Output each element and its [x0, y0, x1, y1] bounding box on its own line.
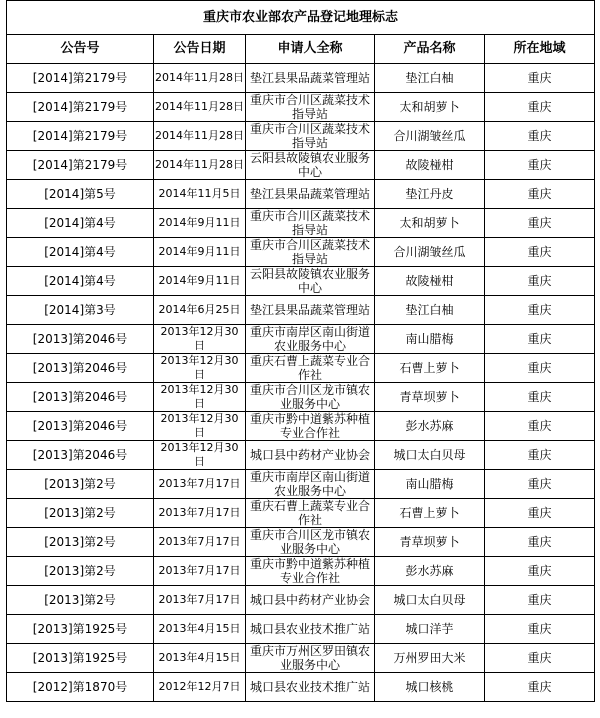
table-row: [7, 673, 595, 702]
cell-product: 城口太白贝母: [375, 441, 485, 470]
cell-applicant: 重庆石曹上蔬菜专业合作社: [246, 499, 375, 528]
cell-region: 重庆: [485, 267, 595, 296]
cell-notice-no: [2013]第2046号: [7, 325, 154, 354]
cell-applicant: 城口县农业技术推广站: [246, 615, 375, 644]
cell-region: 重庆: [485, 64, 595, 93]
cell-notice-no: [2013]第1925号: [7, 615, 154, 644]
cell-notice-date: 2014年9月11日: [154, 238, 246, 267]
cell-applicant: 云阳县故陵镇农业服务中心: [246, 151, 375, 180]
cell-product: 城口太白贝母: [375, 586, 485, 615]
cell-region: 重庆: [485, 122, 595, 151]
table-row: [7, 209, 595, 238]
cell-applicant: 城口县农业技术推广站: [246, 673, 375, 702]
cell-notice-no: [2013]第2046号: [7, 354, 154, 383]
cell-product: 城口洋芋: [375, 615, 485, 644]
cell-notice-no: [2014]第4号: [7, 238, 154, 267]
cell-region: 重庆: [485, 412, 595, 441]
table-row: [7, 122, 595, 151]
cell-product: 青草坝萝卜: [375, 383, 485, 412]
cell-notice-no: [2014]第2179号: [7, 64, 154, 93]
cell-notice-date: 2013年12月30 日: [154, 441, 246, 470]
table-body: [7, 64, 595, 702]
cell-notice-no: [2013]第2046号: [7, 383, 154, 412]
cell-product: 垫江白柚: [375, 64, 485, 93]
table-row: [7, 180, 595, 209]
cell-region: 重庆: [485, 296, 595, 325]
registration-table: [6, 0, 595, 702]
cell-notice-no: [2012]第1870号: [7, 673, 154, 702]
cell-notice-date: 2014年6月25日: [154, 296, 246, 325]
header-row: [7, 35, 595, 64]
cell-region: 重庆: [485, 180, 595, 209]
cell-product: 城口核桃: [375, 673, 485, 702]
cell-product: 彭水苏麻: [375, 557, 485, 586]
cell-applicant: 重庆市合川区龙市镇农业服务中心: [246, 383, 375, 412]
cell-product: 青草坝萝卜: [375, 528, 485, 557]
cell-product: 万州罗田大米: [375, 644, 485, 673]
cell-notice-date: 2013年4月15日: [154, 615, 246, 644]
cell-region: 重庆: [485, 209, 595, 238]
cell-region: 重庆: [485, 93, 595, 122]
table-row: [7, 93, 595, 122]
cell-notice-no: [2014]第4号: [7, 267, 154, 296]
cell-notice-date: 2013年12月30 日: [154, 412, 246, 441]
cell-region: 重庆: [485, 325, 595, 354]
title-row: [7, 1, 595, 35]
cell-region: 重庆: [485, 441, 595, 470]
cell-applicant: 垫江县果品蔬菜管理站: [246, 180, 375, 209]
cell-notice-date: 2014年11月28日: [154, 122, 246, 151]
cell-notice-date: 2014年11月28日: [154, 93, 246, 122]
cell-applicant: 垫江县果品蔬菜管理站: [246, 296, 375, 325]
table-row: [7, 296, 595, 325]
table-row: [7, 412, 595, 441]
cell-region: 重庆: [485, 151, 595, 180]
cell-notice-date: 2014年9月11日: [154, 267, 246, 296]
cell-product: 合川湖皱丝瓜: [375, 238, 485, 267]
cell-notice-date: 2013年7月17日: [154, 528, 246, 557]
header-applicant: 申请人全称: [246, 35, 375, 64]
cell-product: 石曹上萝卜: [375, 499, 485, 528]
cell-notice-no: [2014]第5号: [7, 180, 154, 209]
table-row: [7, 151, 595, 180]
cell-applicant: 重庆石曹上蔬菜专业合作社: [246, 354, 375, 383]
cell-notice-date: 2013年12月30 日: [154, 383, 246, 412]
cell-product: 石曹上萝卜: [375, 354, 485, 383]
table-row: [7, 499, 595, 528]
cell-notice-date: 2014年11月28日: [154, 64, 246, 93]
table-row: [7, 528, 595, 557]
cell-notice-no: [2014]第2179号: [7, 93, 154, 122]
cell-applicant: 重庆市合川区蔬菜技术指导站: [246, 238, 375, 267]
cell-applicant: 重庆市万州区罗田镇农业服务中心: [246, 644, 375, 673]
cell-notice-no: [2014]第4号: [7, 209, 154, 238]
cell-notice-no: [2013]第2046号: [7, 412, 154, 441]
table-row: [7, 586, 595, 615]
cell-applicant: 重庆市合川区蔬菜技术指导站: [246, 122, 375, 151]
cell-region: 重庆: [485, 615, 595, 644]
cell-notice-date: 2013年12月30 日: [154, 354, 246, 383]
cell-region: 重庆: [485, 586, 595, 615]
cell-notice-no: [2013]第2号: [7, 470, 154, 499]
cell-region: 重庆: [485, 499, 595, 528]
cell-region: 重庆: [485, 673, 595, 702]
table-row: [7, 267, 595, 296]
cell-notice-no: [2013]第2号: [7, 557, 154, 586]
cell-region: 重庆: [485, 238, 595, 267]
cell-product: 故陵椪柑: [375, 267, 485, 296]
table-row: [7, 557, 595, 586]
cell-applicant: 重庆市合川区蔬菜技术指导站: [246, 93, 375, 122]
table-row: [7, 470, 595, 499]
cell-product: 太和胡萝卜: [375, 93, 485, 122]
cell-notice-date: 2012年12月7日: [154, 673, 246, 702]
cell-applicant: 城口县中药材产业协会: [246, 441, 375, 470]
cell-applicant: 重庆市南岸区南山街道农业服务中心: [246, 470, 375, 499]
cell-applicant: 云阳县故陵镇农业服务中心: [246, 267, 375, 296]
cell-notice-date: 2013年12月30 日: [154, 325, 246, 354]
cell-product: 彭水苏麻: [375, 412, 485, 441]
cell-notice-no: [2013]第2号: [7, 499, 154, 528]
cell-notice-date: 2013年7月17日: [154, 499, 246, 528]
table-row: [7, 64, 595, 93]
table-row: [7, 238, 595, 267]
cell-region: 重庆: [485, 528, 595, 557]
cell-product: 太和胡萝卜: [375, 209, 485, 238]
cell-applicant: 重庆市南岸区南山街道农业服务中心: [246, 325, 375, 354]
cell-product: 南山腊梅: [375, 325, 485, 354]
table-row: [7, 383, 595, 412]
cell-notice-date: 2014年9月11日: [154, 209, 246, 238]
header-notice-no: 公告号: [7, 35, 154, 64]
table-row: [7, 354, 595, 383]
header-product: 产品名称: [375, 35, 485, 64]
cell-product: 合川湖皱丝瓜: [375, 122, 485, 151]
cell-region: 重庆: [485, 354, 595, 383]
table-title: 重庆市农业部农产品登记地理标志: [7, 1, 595, 35]
cell-applicant: 垫江县果品蔬菜管理站: [246, 64, 375, 93]
header-notice-date: 公告日期: [154, 35, 246, 64]
cell-region: 重庆: [485, 644, 595, 673]
cell-notice-no: [2014]第2179号: [7, 151, 154, 180]
cell-region: 重庆: [485, 557, 595, 586]
cell-product: 垫江白柚: [375, 296, 485, 325]
cell-product: 垫江丹皮: [375, 180, 485, 209]
cell-notice-date: 2013年7月17日: [154, 470, 246, 499]
cell-notice-date: 2013年4月15日: [154, 644, 246, 673]
cell-applicant: 重庆市合川区蔬菜技术指导站: [246, 209, 375, 238]
document: [6, 0, 594, 702]
cell-region: 重庆: [485, 383, 595, 412]
cell-notice-no: [2014]第2179号: [7, 122, 154, 151]
cell-notice-date: 2014年11月28日: [154, 151, 246, 180]
cell-product: 南山腊梅: [375, 470, 485, 499]
table-row: [7, 441, 595, 470]
cell-applicant: 重庆市黔中道紫苏种植专业合作社: [246, 557, 375, 586]
cell-notice-no: [2013]第2号: [7, 528, 154, 557]
cell-notice-no: [2013]第1925号: [7, 644, 154, 673]
cell-notice-no: [2014]第3号: [7, 296, 154, 325]
cell-notice-date: 2013年7月17日: [154, 557, 246, 586]
cell-applicant: 城口县中药材产业协会: [246, 586, 375, 615]
cell-notice-date: 2014年11月5日: [154, 180, 246, 209]
cell-product: 故陵椪柑: [375, 151, 485, 180]
table-row: [7, 615, 595, 644]
cell-notice-no: [2013]第2046号: [7, 441, 154, 470]
cell-notice-no: [2013]第2号: [7, 586, 154, 615]
table-row: [7, 325, 595, 354]
header-region: 所在地域: [485, 35, 595, 64]
cell-notice-date: 2013年7月17日: [154, 586, 246, 615]
table-row: [7, 644, 595, 673]
cell-applicant: 重庆市黔中道紫苏种植专业合作社: [246, 412, 375, 441]
cell-region: 重庆: [485, 470, 595, 499]
cell-applicant: 重庆市合川区龙市镇农业服务中心: [246, 528, 375, 557]
